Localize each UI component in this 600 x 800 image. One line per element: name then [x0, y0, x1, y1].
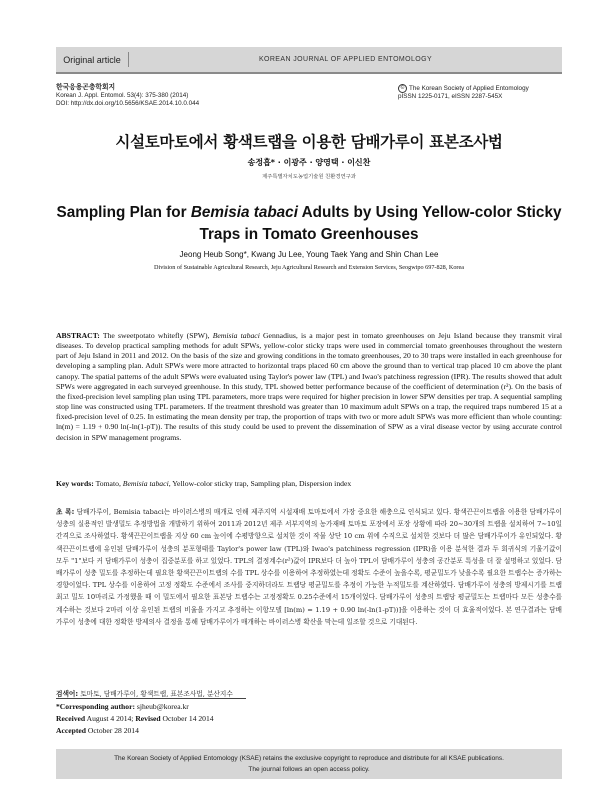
- correspondence-block: [56, 701, 214, 736]
- article-type-label: Original article: [63, 54, 121, 65]
- journal-korean-name: 한국응용곤충학회지: [56, 84, 116, 91]
- abstract-text-2: Gennadius, is a major pest in tomato greenhouses on Jeju Island because they transmit viral diseases. To develop practical sampling methods for adult SPWs, yellow-color sticky traps were used in commercial tomato greenhouses throughout the western part of Jeju Island in 2011 and 2012. On the basis of the size and growing conditions in the tomato greenhouses, 20 to 30 traps were installed in each greenhouse for developing a sampling plan. Adult SPWs were more attracted to horizontal traps placed 60 cm above the ground than to vertical trap placed 10 cm above the plant canopy. The spatial patterns of the adult SPWs were evaluated using Taylor's power law (TPL) and Iwao's patchiness regression (IPR). The results showed that adult SPWs were aggregated in each surveyed greenhouse. In this study, TPL showed better performance because of the coefficient of determination (r²). On the basis of the fixed-precision level sampling plan using TPL parameters, more traps were required for higher precision in lower SPW densities per trap. A sequential sampling stop line was constructed using TPL parameters. If the treatment threshold was greater than 10 maximum adult SPWs on a trap, the required traps numbered 15 at a fixed-precision level of 0.25. In estimating the mean density per trap, the proportion of traps with two or more adult SPWs was more efficient than whole counting: ln(m) = 1.19 + 0.90 ln(-ln(1-pT)). The results of this study could be used to prevent the dissemination of SPW as a viral disease vector by using accurate control decision in SPW management programs.: [56, 331, 563, 442]
- citation-block: [56, 84, 199, 109]
- english-affiliation: Division of Sustainable Agricultural Research, Jeju Agricultural Research and Extension Services, Seogwipo 697-828, Korea: [154, 264, 464, 271]
- korean-abstract-text: 담배가루이, Bemisia tabaci는 바이러스병의 매개로 인해 제주지역 시설재배 토마토에서 가장 중요한 해충으로 인식되고 있다. 황색끈끈이트랩을 이용한 담배가루이 성충의 실용적인 발생밀도 추정방법을 개발하기 위하여 2011과 2012년 제주 서부지역의 농가재배 토마토 포장에서 포장 상황에 따라 20∼30개의 트랩을 설치하여 7∼10일 간격으로 조사하였다. 황색끈끈이트랩을 지상 60 cm 높이에 수평방향으로 설치한 것이 작물 상단 10 cm 위에 수직으로 설치한 것보다 더 많은 담배가루이가 유인되었다. 황색끈끈이트랩에 유인된 담배가루이 성충의 분포형태를 Taylor's power law (TPL)와 Iwao's patchiness regression (IPR)을 이용 분석한 결과 두 회귀식의 기울기값이 모두 "1"보다 커 담배가루이 성충이 집중분포를 하고 있었다. TPL의 결정계수(r²)값이 IPR보다 더 높아 TPL이 담배가루이 성충의 공간분포 특성을 더 잘 설명하고 있었다. 담배가루이 성충 밀도를 추정하는데 필요한 황색끈끈이트랩의 수를 TPL 상수를 이용하여 추정하였는데 정확도 수준이 높을수록, 평균밀도가 낮을수록 필요한 트랩수는 증가하는 경향이었다. TPL 상수를 이용하여 고정 정확도 수준에서 조사를 중지하더라도 트랩당 평균밀도를 추정이 가능한 누적밀도를 계산하였다. 담배가루이 성충의 방제시기를 트랩 최고 밀도 10마리로 가정했을 때 이 밀도에서 필요한 표본당 트랩수는 고정정확도 0.25수준에서 15개이었다. 담배가루이 성충의 트랩당 평균밀도는 트랩마다 모든 성충수를 계수하는 것보다 2마리 이상 유인된 트랩의 비율을 가지고 추정하는 이항모델 [ln(m) = 1.19 + 0.90 ln(-ln(1-pT))]을 이용하는 것이 더 효율적이었다. 본 연구결과는 담배가루이 성충에 대한 정확한 방제의사 결정을 통해 담배가루이가 매개하는 바이러스병 확산을 막는데 일조할 것으로 기대된다.: [56, 508, 562, 626]
- journal-header-bar: [56, 47, 562, 74]
- accepted-label: Accepted: [56, 725, 86, 735]
- citation-line: Korean J. Appl. Entomol. 53(4): 375-380 (2014): [56, 92, 189, 100]
- corresponding-email[interactable]: sjheub@korea.kr: [134, 702, 189, 711]
- copyright-footer: [56, 749, 562, 779]
- korean-abstract-label: 초 록:: [56, 508, 75, 516]
- issn-line: pISSN 1225-0171, eISSN 2287-545X: [398, 93, 503, 101]
- korean-title: 시설토마토에서 황색트랩을 이용한 담배가루이 표본조사법: [115, 133, 503, 151]
- english-authors: Jeong Heub Song*, Kwang Ju Lee, Young Taek Yang and Shin Chan Lee: [179, 250, 439, 259]
- korean-keywords-label: 검색어:: [56, 690, 79, 698]
- keywords-species-name: Bemisia tabaci: [122, 479, 169, 488]
- revised-label: Revised: [135, 713, 161, 723]
- footnote-rule: [56, 698, 246, 699]
- copyright-text: The Korean Society of Applied Entomology: [409, 85, 529, 93]
- korean-affiliation: 제주특별자치도농업기술원 친환경연구과: [262, 174, 356, 180]
- keywords-text-1: Tomato,: [93, 479, 123, 488]
- revised-date: October 14 2014: [160, 713, 214, 723]
- keywords-label: Key words:: [56, 479, 94, 488]
- korean-authors: 송정흡* · 이광주 · 양영택 · 이신찬: [247, 158, 371, 167]
- title-species-name: Bemisia tabaci: [190, 204, 298, 221]
- footer-line-2: The journal follows an open access policy.: [248, 766, 370, 773]
- abstract-text-1: The sweetpotato whitefly (SPW),: [99, 331, 213, 340]
- title-part-1: Sampling Plan for: [56, 204, 191, 221]
- accepted-date: October 28 2014: [85, 725, 139, 735]
- copyright-icon: ©: [398, 84, 407, 93]
- doi-link[interactable]: DOI: http://dx.doi.org/10.5656/KSAE.2014.10.0.044: [56, 100, 200, 108]
- corresponding-author-label: *Corresponding author:: [56, 702, 135, 711]
- english-keywords: [56, 479, 562, 488]
- abstract-species-name: Bemisia tabaci: [212, 331, 260, 340]
- abstract-label: ABSTRACT:: [56, 331, 100, 340]
- korean-abstract: [56, 506, 562, 628]
- copyright-block: [398, 84, 529, 102]
- footer-line-1: The Korean Society of Applied Entomology (KSAE) retains the exclusive copyright to reproduce and distribute for all KSAE publications.: [114, 755, 504, 762]
- korean-keywords-text: 토마토, 담배가루이, 황색트랩, 표본조사법, 분산지수: [78, 690, 233, 698]
- korean-keywords: [56, 688, 562, 698]
- received-label: Received: [56, 713, 86, 723]
- english-title: [40, 202, 578, 246]
- title-part-2: Adults by Using Yellow-color Sticky Traps in Tomato Greenhouses: [199, 204, 562, 243]
- received-date: August 4 2014;: [85, 713, 134, 723]
- journal-name: KOREAN JOURNAL OF APPLIED ENTOMOLOGY: [258, 56, 433, 63]
- english-abstract: [56, 331, 562, 443]
- keywords-text-2: , Yellow-color sticky trap, Sampling plan, Dispersion index: [168, 479, 352, 488]
